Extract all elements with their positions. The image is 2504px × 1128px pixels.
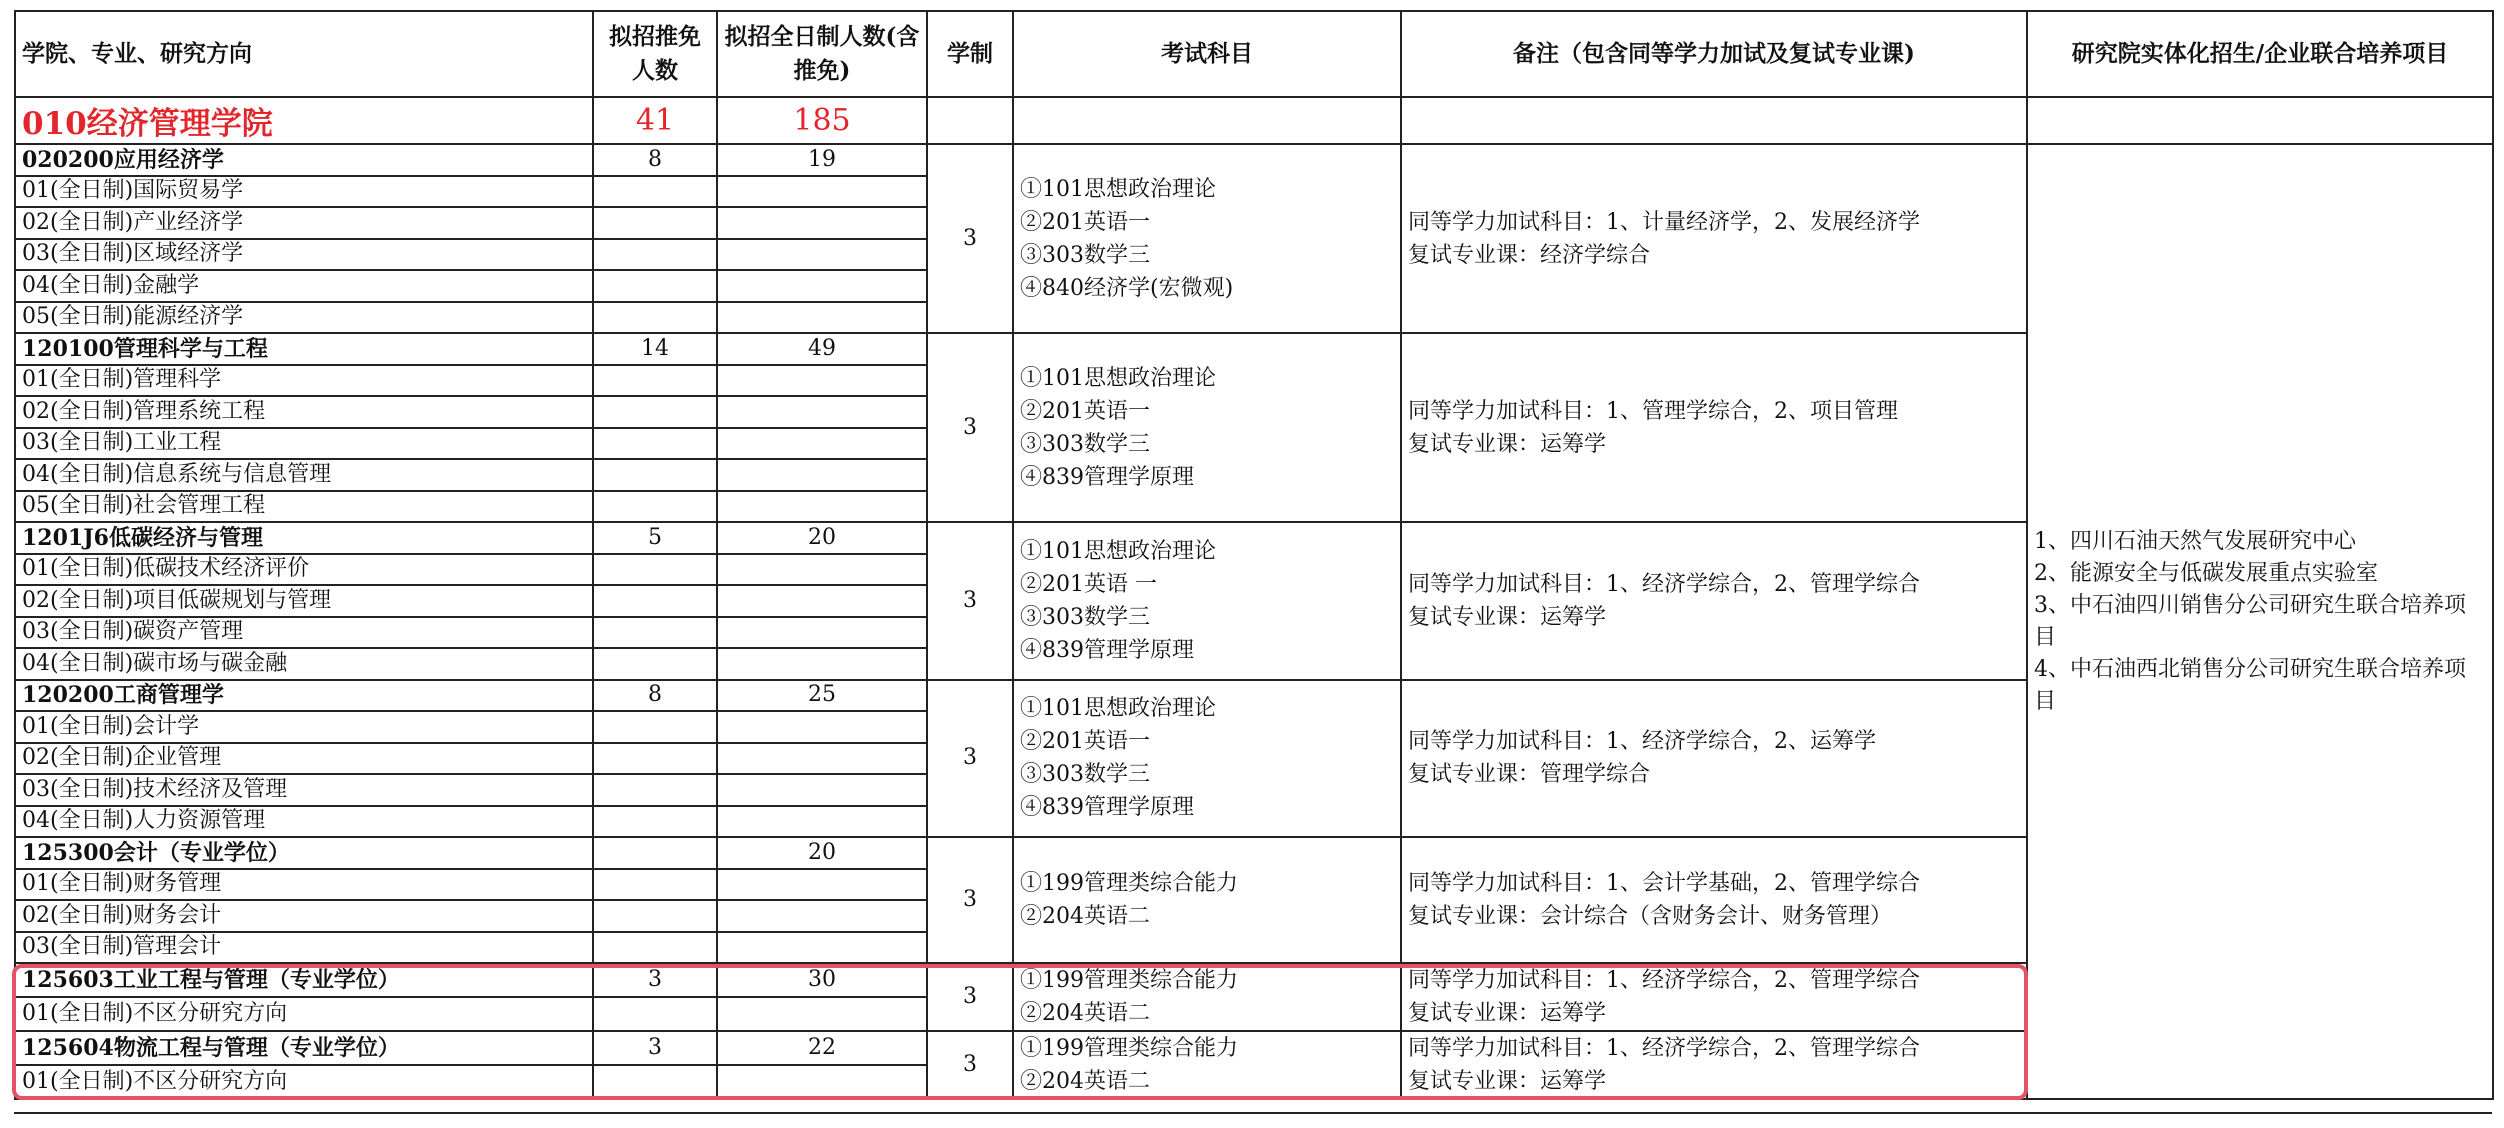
major-notes <box>1401 333 2027 522</box>
college-years-empty <box>927 97 1013 144</box>
subject-line: ③303数学三 <box>1020 762 1150 788</box>
admission-table <box>14 10 2494 1100</box>
note-line: 复试专业课：运筹学 <box>1408 431 1607 457</box>
direction-total-empty <box>717 554 927 586</box>
direction-name: 01(全日制)不区分研究方向 <box>15 997 593 1031</box>
major-notes <box>1401 837 2027 963</box>
note-line: 同等学力加试科目：1、会计学基础，2、管理学综合 <box>1408 871 1920 896</box>
direction-total-empty <box>717 302 927 334</box>
subject-line: ④839管理学原理 <box>1020 795 1194 821</box>
project-item: 4、中石油西北销售分公司研究生联合培养项目 <box>2034 656 2466 714</box>
subject-line: ①101思想政治理论 <box>1020 696 1216 722</box>
direction-name: 05(全日制)社会管理工程 <box>15 491 593 523</box>
major-notes <box>1401 963 2027 1031</box>
direction-total-empty <box>717 617 927 649</box>
major-total: 20 <box>717 837 927 869</box>
note-line: 复试专业课：会计综合（含财务会计、财务管理） <box>1408 904 1893 929</box>
note-line: 同等学力加试科目：1、经济学综合，2、管理学综合 <box>1408 571 1920 597</box>
direction-total-empty <box>717 1065 927 1099</box>
college-tuimian: 41 <box>593 97 717 144</box>
note-line: 同等学力加试科目：1、经济学综合，2、管理学综合 <box>1408 1036 1920 1061</box>
major-years: 3 <box>927 333 1013 522</box>
major-tuimian: 14 <box>593 333 717 365</box>
direction-total-empty <box>717 711 927 743</box>
subject-line: ②204英语二 <box>1020 904 1150 929</box>
direction-name: 03(全日制)管理会计 <box>15 932 593 964</box>
direction-tuimian-empty <box>593 428 717 460</box>
major-row <box>15 144 2493 176</box>
direction-name: 03(全日制)工业工程 <box>15 428 593 460</box>
direction-total-empty <box>717 270 927 302</box>
subject-line: ④839管理学原理 <box>1020 464 1194 490</box>
project-item: 2、能源安全与低碳发展重点实验室 <box>2034 560 2378 586</box>
college-notes-empty <box>1401 97 2027 144</box>
subject-line: ②201英语一 <box>1020 209 1150 235</box>
direction-tuimian-empty <box>593 648 717 680</box>
subject-line: ③303数学三 <box>1020 242 1150 268</box>
major-years: 3 <box>927 680 1013 838</box>
direction-name: 05(全日制)能源经济学 <box>15 302 593 334</box>
direction-tuimian-empty <box>593 869 717 901</box>
major-years: 3 <box>927 522 1013 680</box>
major-notes <box>1401 1031 2027 1099</box>
direction-total-empty <box>717 585 927 617</box>
direction-tuimian-empty <box>593 1065 717 1099</box>
direction-name: 01(全日制)会计学 <box>15 711 593 743</box>
major-subjects <box>1013 333 1401 522</box>
subject-line: ④839管理学原理 <box>1020 637 1194 663</box>
major-tuimian: 5 <box>593 522 717 554</box>
major-name: 120100管理科学与工程 <box>15 333 593 365</box>
subject-line: ①199管理类综合能力 <box>1020 968 1238 993</box>
direction-tuimian-empty <box>593 806 717 838</box>
subject-line: ①101思想政治理论 <box>1020 365 1216 391</box>
header-notes: 备注（包含同等学力加试及复试专业课) <box>1401 11 2027 97</box>
note-line: 复试专业课：运筹学 <box>1408 1069 1607 1094</box>
direction-name: 02(全日制)产业经济学 <box>15 207 593 239</box>
major-total: 25 <box>717 680 927 712</box>
major-total: 22 <box>717 1031 927 1065</box>
direction-tuimian-empty <box>593 997 717 1031</box>
note-line: 复试专业课：运筹学 <box>1408 1001 1607 1026</box>
subject-line: ①199管理类综合能力 <box>1020 871 1238 896</box>
direction-name: 01(全日制)不区分研究方向 <box>15 1065 593 1099</box>
project-item: 1、四川石油天然气发展研究中心 <box>2034 528 2356 554</box>
direction-total-empty <box>717 239 927 271</box>
direction-tuimian-empty <box>593 365 717 397</box>
major-subjects <box>1013 963 1401 1031</box>
direction-name: 03(全日制)碳资产管理 <box>15 617 593 649</box>
major-total: 30 <box>717 963 927 997</box>
direction-total-empty <box>717 396 927 428</box>
note-line: 复试专业课：运筹学 <box>1408 604 1607 630</box>
direction-tuimian-empty <box>593 459 717 491</box>
direction-tuimian-empty <box>593 239 717 271</box>
major-name: 125603工业工程与管理（专业学位） <box>15 963 593 997</box>
major-tuimian: 3 <box>593 963 717 997</box>
direction-tuimian-empty <box>593 396 717 428</box>
direction-tuimian-empty <box>593 774 717 806</box>
major-tuimian: 3 <box>593 1031 717 1065</box>
major-subjects <box>1013 680 1401 838</box>
direction-tuimian-empty <box>593 207 717 239</box>
direction-name: 03(全日制)技术经济及管理 <box>15 774 593 806</box>
subject-line: ②201英语一 <box>1020 398 1150 424</box>
subject-line: ③303数学三 <box>1020 604 1150 630</box>
direction-name: 04(全日制)人力资源管理 <box>15 806 593 838</box>
college-total: 185 <box>717 97 927 144</box>
major-name: 125604物流工程与管理（专业学位） <box>15 1031 593 1065</box>
direction-name: 01(全日制)低碳技术经济评价 <box>15 554 593 586</box>
direction-name: 01(全日制)国际贸易学 <box>15 176 593 208</box>
major-subjects <box>1013 837 1401 963</box>
direction-tuimian-empty <box>593 932 717 964</box>
major-tuimian: 8 <box>593 680 717 712</box>
college-subjects-empty <box>1013 97 1401 144</box>
direction-tuimian-empty <box>593 302 717 334</box>
direction-total-empty <box>717 774 927 806</box>
direction-total-empty <box>717 365 927 397</box>
major-total: 49 <box>717 333 927 365</box>
header-subjects: 考试科目 <box>1013 11 1401 97</box>
direction-total-empty <box>717 806 927 838</box>
direction-total-empty <box>717 459 927 491</box>
major-years: 3 <box>927 963 1013 1031</box>
subject-line: ②204英语二 <box>1020 1001 1150 1026</box>
direction-name: 04(全日制)信息系统与信息管理 <box>15 459 593 491</box>
major-subjects <box>1013 1031 1401 1099</box>
subject-line: ④840经济学(宏微观) <box>1020 275 1234 301</box>
direction-tuimian-empty <box>593 900 717 932</box>
college-row <box>15 97 2493 144</box>
major-name: 1201J6低碳经济与管理 <box>15 522 593 554</box>
subject-line: ②204英语二 <box>1020 1069 1150 1094</box>
direction-tuimian-empty <box>593 491 717 523</box>
direction-tuimian-empty <box>593 585 717 617</box>
major-name: 020200应用经济学 <box>15 144 593 176</box>
direction-tuimian-empty <box>593 176 717 208</box>
major-tuimian: 8 <box>593 144 717 176</box>
note-line: 同等学力加试科目：1、计量经济学，2、发展经济学 <box>1408 209 1920 235</box>
subject-line: ③303数学三 <box>1020 431 1150 457</box>
direction-tuimian-empty <box>593 617 717 649</box>
major-years: 3 <box>927 1031 1013 1099</box>
direction-total-empty <box>717 743 927 775</box>
direction-tuimian-empty <box>593 554 717 586</box>
header-total: 拟招全日制人数(含推免) <box>717 11 927 97</box>
header-college-major: 学院、专业、研究方向 <box>15 11 593 97</box>
header-years: 学制 <box>927 11 1013 97</box>
direction-total-empty <box>717 176 927 208</box>
direction-total-empty <box>717 207 927 239</box>
major-tuimian <box>593 837 717 869</box>
subject-line: ①101思想政治理论 <box>1020 538 1216 564</box>
header-row <box>15 11 2493 97</box>
major-total: 19 <box>717 144 927 176</box>
direction-name: 02(全日制)财务会计 <box>15 900 593 932</box>
college-projects-empty <box>2027 97 2493 144</box>
subject-line: ①199管理类综合能力 <box>1020 1036 1238 1061</box>
direction-tuimian-empty <box>593 270 717 302</box>
direction-total-empty <box>717 900 927 932</box>
subject-line: ①101思想政治理论 <box>1020 176 1216 202</box>
major-years: 3 <box>927 837 1013 963</box>
direction-total-empty <box>717 491 927 523</box>
direction-name: 02(全日制)企业管理 <box>15 743 593 775</box>
project-item: 3、中石油四川销售分公司研究生联合培养项目 <box>2034 592 2466 650</box>
direction-name: 01(全日制)管理科学 <box>15 365 593 397</box>
note-line: 同等学力加试科目：1、经济学综合，2、管理学综合 <box>1408 968 1920 993</box>
direction-total-empty <box>717 997 927 1031</box>
direction-total-empty <box>717 648 927 680</box>
major-subjects <box>1013 144 1401 333</box>
direction-name: 04(全日制)碳市场与碳金融 <box>15 648 593 680</box>
note-line: 复试专业课：经济学综合 <box>1408 242 1651 268</box>
direction-name: 01(全日制)财务管理 <box>15 869 593 901</box>
major-name: 125300会计（专业学位） <box>15 837 593 869</box>
major-name: 120200工商管理学 <box>15 680 593 712</box>
major-notes <box>1401 680 2027 838</box>
major-subjects <box>1013 522 1401 680</box>
major-years: 3 <box>927 144 1013 333</box>
direction-tuimian-empty <box>593 711 717 743</box>
note-line: 同等学力加试科目：1、管理学综合，2、项目管理 <box>1408 398 1898 424</box>
subject-line: ②201英语一 <box>1020 729 1150 755</box>
direction-name: 04(全日制)金融学 <box>15 270 593 302</box>
direction-name: 02(全日制)管理系统工程 <box>15 396 593 428</box>
college-name: 010经济管理学院 <box>15 97 593 144</box>
direction-total-empty <box>717 932 927 964</box>
note-line: 同等学力加试科目：1、经济学综合，2、运筹学 <box>1408 729 1876 755</box>
projects-cell <box>2027 144 2493 1099</box>
subject-line: ②201英语 一 <box>1020 571 1157 597</box>
major-total: 20 <box>717 522 927 554</box>
direction-total-empty <box>717 428 927 460</box>
note-line: 复试专业课：管理学综合 <box>1408 762 1651 788</box>
direction-total-empty <box>717 869 927 901</box>
direction-name: 03(全日制)区域经济学 <box>15 239 593 271</box>
header-projects: 研究院实体化招生/企业联合培养项目 <box>2027 11 2493 97</box>
direction-tuimian-empty <box>593 743 717 775</box>
direction-name: 02(全日制)项目低碳规划与管理 <box>15 585 593 617</box>
header-tuimian: 拟招推免人数 <box>593 11 717 97</box>
major-notes <box>1401 144 2027 333</box>
major-notes <box>1401 522 2027 680</box>
